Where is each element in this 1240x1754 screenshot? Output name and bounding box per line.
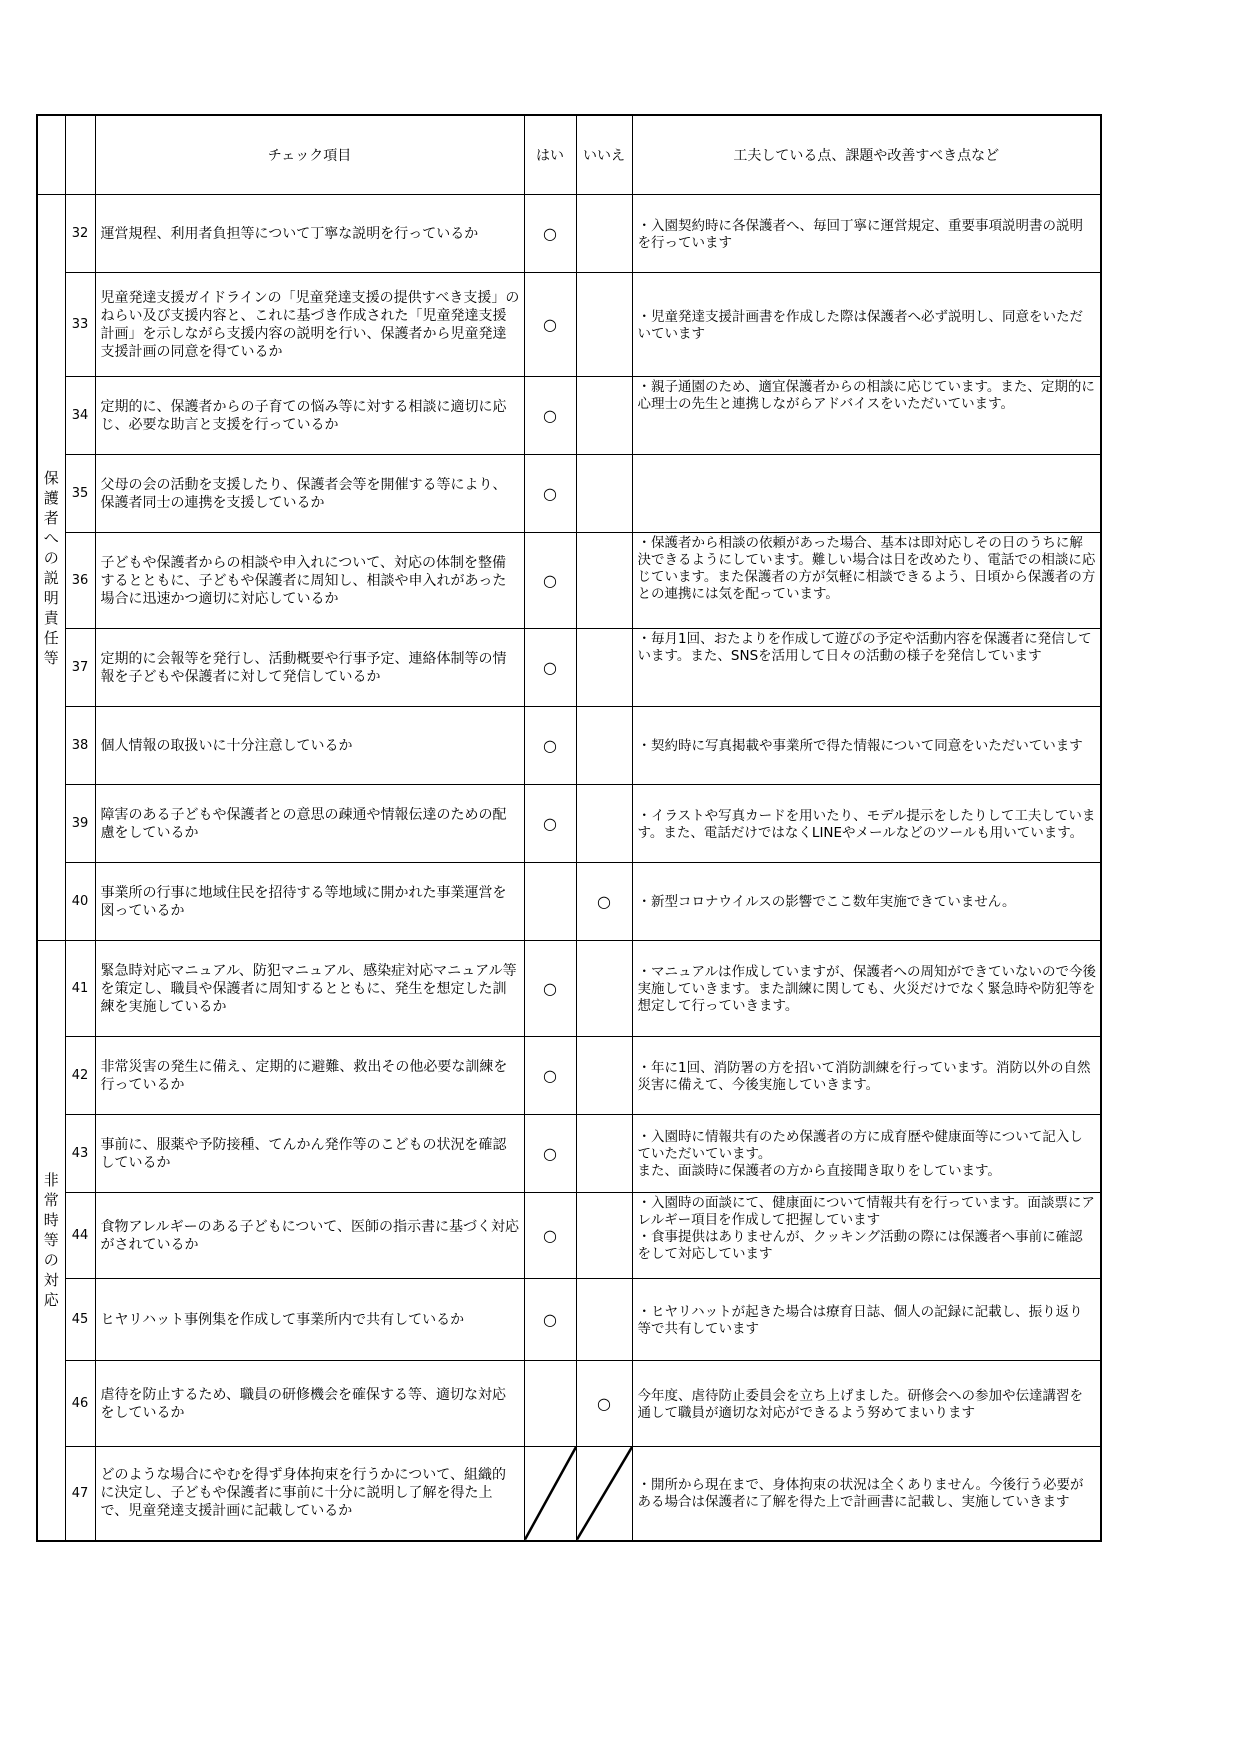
note-text: ・毎月1回、おたよりを作成して遊びの予定や活動内容を保護者に発信しています。また、SNSを活用して日々の活動の様子を発信しています	[637, 631, 1092, 664]
note-text: ・児童発達支援計画書を作成した際は保護者へ必ず説明し、同意をいただいています	[637, 308, 1083, 342]
yes-mark: ○	[524, 629, 576, 707]
check-item-text: どのような場合にやむを得ず身体拘束を行うかについて、組織的に決定し、子どもや保護者に事前に十分に説明し了解を得た上で、児童発達支援計画に記載しているか	[95, 1447, 524, 1541]
header-number	[65, 115, 95, 195]
table-row	[37, 1115, 1101, 1193]
no-mark	[576, 1037, 632, 1115]
table-row	[37, 941, 1101, 1037]
row-number: 42	[65, 1037, 95, 1115]
note-cell	[632, 273, 1101, 377]
note-text: ・入園契約時に各保護者へ、毎回丁寧に運営規定、重要事項説明書の説明を行っています	[637, 217, 1083, 251]
check-item-text: 事業所の行事に地域住民を招待する等地域に開かれた事業運営を図っているか	[95, 863, 524, 941]
row-number: 38	[65, 707, 95, 785]
note-text: ・開所から現在まで、身体拘束の状況は全くありません。今後行う必要がある場合は保護者に了解を得た上で計画書に記載し、実施していきます	[637, 1477, 1084, 1511]
table-row	[37, 1193, 1101, 1279]
check-item-text: 非常災害の発生に備え、定期的に避難、救出その他必要な訓練を行っているか	[95, 1037, 524, 1115]
check-item-text: 運営規程、利用者負担等について丁寧な説明を行っているか	[95, 195, 524, 273]
yes-mark: ○	[524, 785, 576, 863]
no-mark	[576, 195, 632, 273]
note-text: ・マニュアルは作成していますが、保護者への周知ができていないので今後実施していきます。また訓練に関しても、火災だけでなく緊急時や防犯等を想定して行っていきます。	[637, 964, 1096, 1014]
note-text: ・入園時に情報共有のため保護者の方に成育歴や健康面等について記入していただいています。 また、面談時に保護者の方から直接聞き取りをしています。	[637, 1129, 1083, 1179]
check-item-text: 障害のある子どもや保護者との意思の疎通や情報伝達のための配慮をしているか	[95, 785, 524, 863]
check-item-text: 事前に、服薬や予防接種、てんかん発作等のこどもの状況を確認しているか	[95, 1115, 524, 1193]
check-item-text: 子どもや保護者からの相談や申入れについて、対応の体制を整備するとともに、子どもや保護者に周知し、相談や申入れがあった場合に迅速かつ適切に対応しているか	[95, 533, 524, 629]
row-number: 33	[65, 273, 95, 377]
check-item-text: 父母の会の活動を支援したり、保護者会等を開催する等により、保護者同士の連携を支援しているか	[95, 455, 524, 533]
note-text: ・契約時に写真掲載や事業所で得た情報について同意をいただいています	[637, 738, 1083, 754]
note-text: ・親子通園のため、適宜保護者からの相談に応じています。また、定期的に心理士の先生と連携しながらアドバイスをいただいています。	[637, 379, 1095, 412]
table-row	[37, 629, 1101, 707]
diagonal-slash-icon	[577, 1447, 632, 1540]
table-row	[37, 863, 1101, 941]
table-row	[37, 707, 1101, 785]
check-item-text: 定期的に、保護者からの子育ての悩み等に対する相談に適切に応じ、必要な助言と支援を行っているか	[95, 377, 524, 455]
table-row	[37, 455, 1101, 533]
header-yes: はい	[524, 115, 576, 195]
row-number: 45	[65, 1279, 95, 1361]
row-number: 41	[65, 941, 95, 1037]
yes-mark: ○	[524, 1279, 576, 1361]
header-no: いいえ	[576, 115, 632, 195]
yes-not-applicable-slash	[524, 1447, 576, 1541]
yes-mark: ○	[524, 195, 576, 273]
table-row	[37, 1447, 1101, 1541]
note-cell	[632, 1447, 1101, 1541]
header-check-item: チェック項目	[95, 115, 524, 195]
check-item-text: 食物アレルギーのある子どもについて、医師の指示書に基づく対応がされているか	[95, 1193, 524, 1279]
note-cell	[632, 785, 1101, 863]
note-text: ・年に1回、消防署の方を招いて消防訓練を行っています。消防以外の自然災害に備えて、今後実施していきます。	[637, 1059, 1091, 1093]
row-number: 40	[65, 863, 95, 941]
header-category	[37, 115, 65, 195]
table-row	[37, 1279, 1101, 1361]
yes-mark: ○	[524, 1037, 576, 1115]
no-mark	[576, 377, 632, 455]
no-mark	[576, 785, 632, 863]
note-cell	[632, 195, 1101, 273]
no-not-applicable-slash	[576, 1447, 632, 1541]
note-text: ・入園時の面談にて、健康面について情報共有を行っています。面談票にアレルギー項目を作成して把握しています ・食事提供はありませんが、クッキング活動の際には保護者へ事前に確認をして対応しています	[637, 1195, 1095, 1262]
no-mark	[576, 1115, 632, 1193]
table-row	[37, 785, 1101, 863]
note-cell	[632, 533, 1101, 629]
note-cell	[632, 941, 1101, 1037]
row-number: 37	[65, 629, 95, 707]
no-mark	[576, 273, 632, 377]
note-cell	[632, 1037, 1101, 1115]
row-number: 34	[65, 377, 95, 455]
note-cell	[632, 1193, 1101, 1279]
note-cell	[632, 1361, 1101, 1447]
note-cell	[632, 629, 1101, 707]
no-mark: ○	[576, 863, 632, 941]
check-item-text: ヒヤリハット事例集を作成して事業所内で共有しているか	[95, 1279, 524, 1361]
yes-mark: ○	[524, 1193, 576, 1279]
row-number: 32	[65, 195, 95, 273]
check-item-text: 虐待を防止するため、職員の研修機会を確保する等、適切な対応をしているか	[95, 1361, 524, 1447]
self-evaluation-table	[36, 114, 1102, 1542]
row-number: 39	[65, 785, 95, 863]
check-item-text: 個人情報の取扱いに十分注意しているか	[95, 707, 524, 785]
yes-mark: ○	[524, 377, 576, 455]
no-mark	[576, 1193, 632, 1279]
note-text: ・ヒヤリハットが起きた場合は療育日誌、個人の記録に記載し、振り返り等で共有しています	[637, 1303, 1083, 1337]
note-text: ・新型コロナウイルスの影響でここ数年実施できていません。	[637, 894, 1016, 910]
note-text: ・保護者から相談の依頼があった場合、基本は即対応しその日のうちに解決できるようにしています。難しい場合は日を改めたり、電話での相談に応じています。また保護者の方が気軽に相談できるよう、日頃から保護者の方との連携には気を配っています。	[637, 535, 1096, 602]
note-cell	[632, 377, 1101, 455]
yes-mark	[524, 1361, 576, 1447]
yes-mark: ○	[524, 273, 576, 377]
note-cell	[632, 455, 1101, 533]
no-mark	[576, 707, 632, 785]
yes-mark: ○	[524, 455, 576, 533]
table-row	[37, 533, 1101, 629]
row-number: 47	[65, 1447, 95, 1541]
no-mark: ○	[576, 1361, 632, 1447]
category-explanation-responsibility: 保 護 者 へ の 説 明 責 任 等	[37, 195, 65, 941]
check-item-text: 定期的に会報等を発行し、活動概要や行事予定、連絡体制等の情報を子どもや保護者に対して発信しているか	[95, 629, 524, 707]
no-mark	[576, 455, 632, 533]
table-row	[37, 1361, 1101, 1447]
note-cell	[632, 707, 1101, 785]
no-mark	[576, 1279, 632, 1361]
header-row	[37, 115, 1101, 195]
yes-mark: ○	[524, 707, 576, 785]
table-row	[37, 1037, 1101, 1115]
note-text: ・イラストや写真カードを用いたり、モデル提示をしたりして工夫しています。また、電話だけではなくLINEやメールなどのツールも用いています。	[637, 807, 1096, 841]
no-mark	[576, 533, 632, 629]
table-row	[37, 195, 1101, 273]
row-number: 44	[65, 1193, 95, 1279]
no-mark	[576, 941, 632, 1037]
row-number: 43	[65, 1115, 95, 1193]
table-row	[37, 377, 1101, 455]
header-notes: 工夫している点、課題や改善すべき点など	[632, 115, 1101, 195]
row-number: 36	[65, 533, 95, 629]
yes-mark: ○	[524, 533, 576, 629]
check-item-text: 緊急時対応マニュアル、防犯マニュアル、感染症対応マニュアル等を策定し、職員や保護者に周知するとともに、発生を想定した訓練を実施しているか	[95, 941, 524, 1037]
note-cell	[632, 863, 1101, 941]
check-item-text: 児童発達支援ガイドラインの「児童発達支援の提供すべき支援」のねらい及び支援内容と、これに基づき作成された「児童発達支援計画」を示しながら支援内容の説明を行い、保護者から児童発達支援計画の同意を得ているか	[95, 273, 524, 377]
diagonal-slash-icon	[525, 1447, 576, 1540]
yes-mark	[524, 863, 576, 941]
row-number: 35	[65, 455, 95, 533]
note-text: 今年度、虐待防止委員会を立ち上げました。研修会への参加や伝達講習を通して職員が適切な対応ができるよう努めてまいります	[637, 1387, 1083, 1421]
yes-mark: ○	[524, 1115, 576, 1193]
note-cell	[632, 1115, 1101, 1193]
row-number: 46	[65, 1361, 95, 1447]
category-emergency-response: 非 常 時 等 の 対 応	[37, 941, 65, 1541]
table-row	[37, 273, 1101, 377]
no-mark	[576, 629, 632, 707]
yes-mark: ○	[524, 941, 576, 1037]
note-cell	[632, 1279, 1101, 1361]
